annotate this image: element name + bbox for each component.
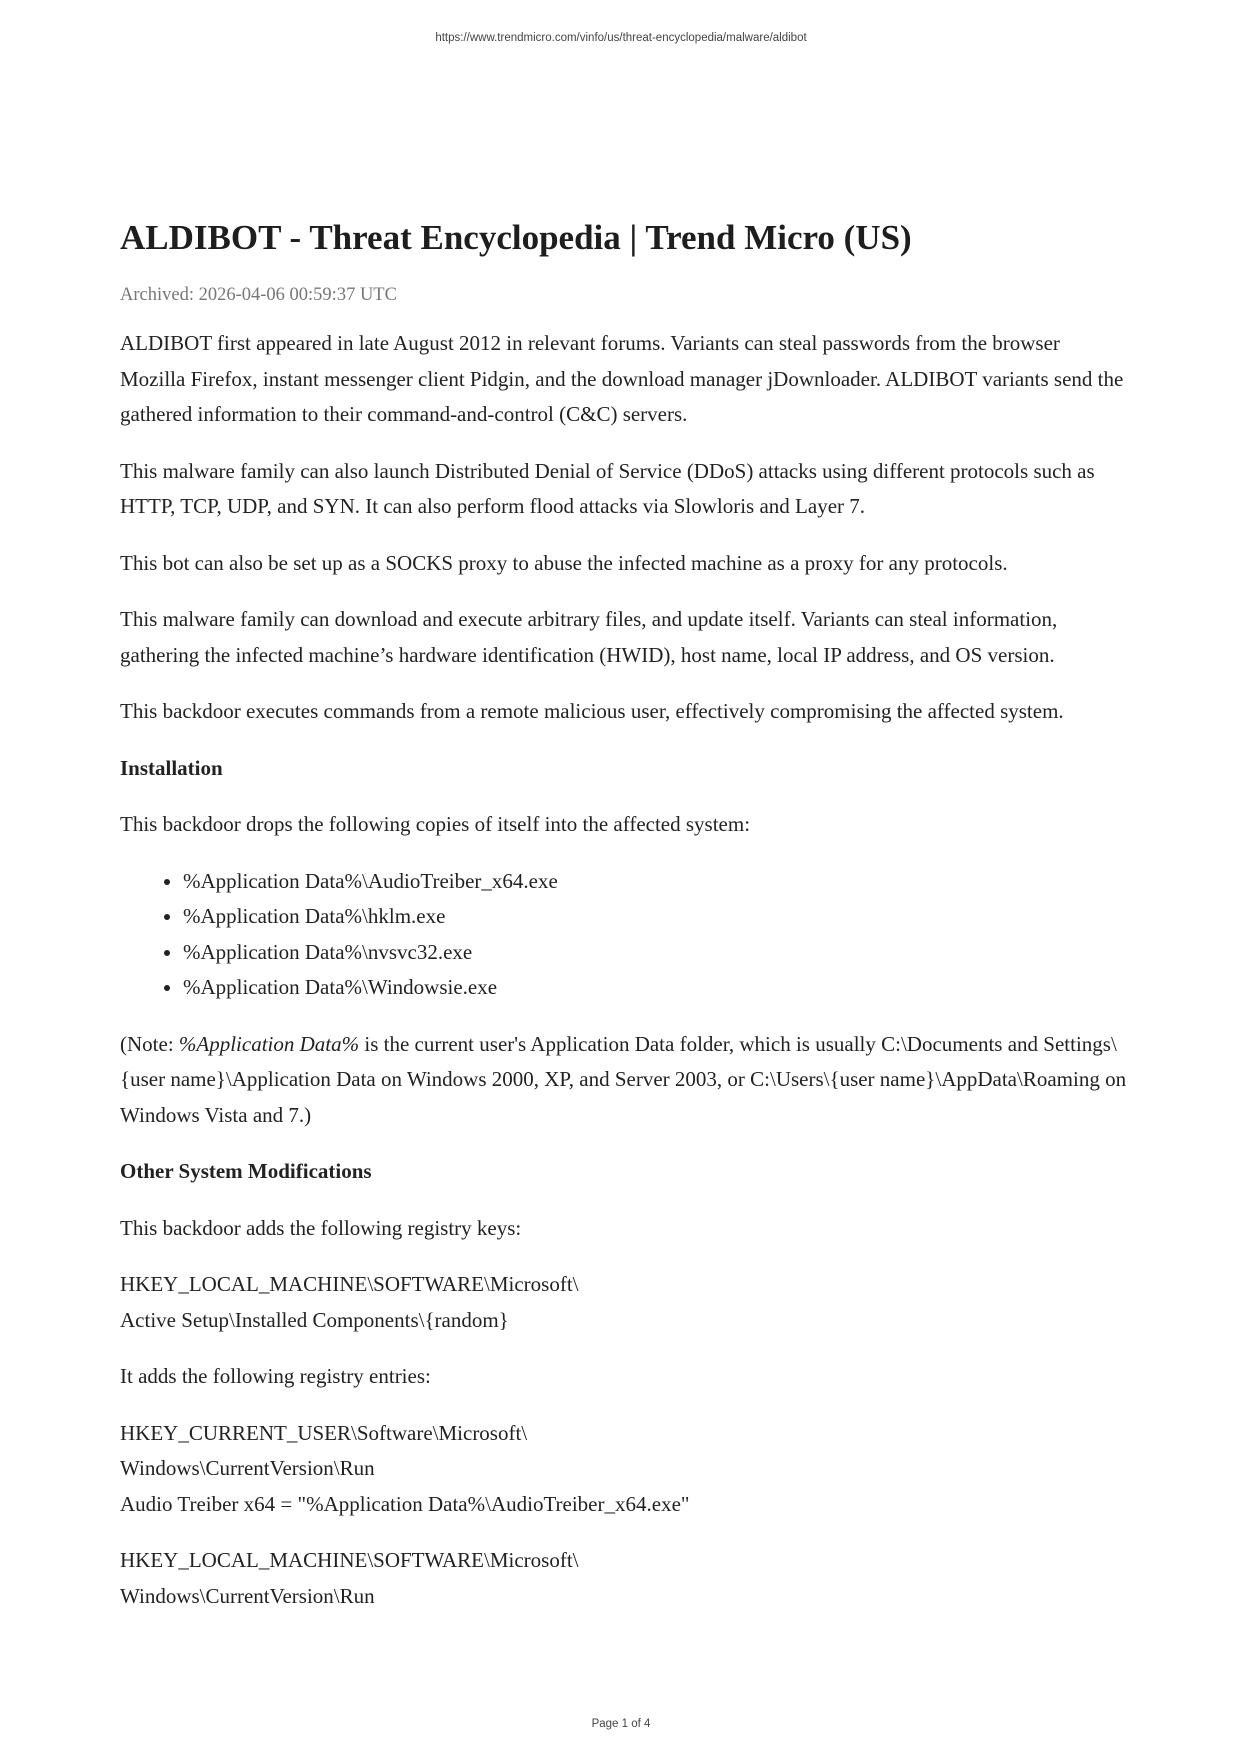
page-number-footer: Page 1 of 4: [591, 1718, 651, 1730]
dropped-files-list: [120, 864, 1130, 1006]
note-rest: is the current user's Application Data folder, which is usually C:\Documents and Settings\{user name}\Application Data on Windows 2000, XP, and Server 2003, or C:\Users\{user name}\AppData\Roaming on Windows Vista and 7.): [120, 1031, 1127, 1127]
paragraph-ddos: This malware family can also launch Distributed Denial of Service (DDoS) attacks using different protocols such as HTTP, TCP, UDP, and SYN. It can also perform flood attacks via Slowloris and Layer 7.: [120, 458, 1095, 518]
registry-entries-intro: It adds the following registry entries:: [120, 1364, 431, 1388]
paragraph-socks: This bot can also be set up as a SOCKS proxy to abuse the infected machine as a proxy for any protocols.: [120, 550, 1008, 575]
registry-key-block: [120, 1267, 1130, 1338]
registry-entry-block: [120, 1543, 1130, 1614]
registry-key-line: HKEY_LOCAL_MACHINE\SOFTWARE\Microsoft\: [120, 1272, 579, 1296]
registry-entry-line: Audio Treiber x64 = "%Application Data%\AudioTreiber_x64.exe": [120, 1491, 690, 1516]
list-item: • %Application Data%\Windowsie.exe: [183, 970, 1130, 1006]
note-prefix: (Note:: [120, 1031, 179, 1056]
registry-entry-line: Windows\CurrentVersion\Run: [120, 1456, 375, 1480]
list-item: • %Application Data%\hklm.exe: [183, 899, 1130, 935]
registry-entry-line: HKEY_CURRENT_USER\Software\Microsoft\: [120, 1420, 528, 1445]
installation-intro: This backdoor drops the following copies of itself into the affected system:: [120, 812, 751, 836]
paragraph-overview: ALDIBOT first appeared in late August 2012 in relevant forums. Variants can steal passwords from the browser Mozilla Firefox, instant messenger client Pidgin, and the download manager jDownloader. ALDIBOT variants send the gathered information to their command-and-control (C&C) servers.: [120, 331, 1124, 426]
archived-timestamp: Archived: 2026-04-06 00:59:37 UTC: [120, 285, 397, 305]
page-title: ALDIBOT - Threat Encyclopedia | Trend Micro (US): [120, 218, 912, 257]
paragraph-download: This malware family can download and execute arbitrary files, and update itself. Variants can steal information, gathering the infected machine’s hardware identification (HWID), host name, local IP address, and OS version.: [120, 607, 1058, 667]
registry-entry-block: [120, 1416, 1130, 1523]
registry-keys-intro: This backdoor adds the following registry keys:: [120, 1215, 522, 1240]
list-item: • %Application Data%\nvsvc32.exe: [183, 935, 1130, 971]
section-heading-installation: Installation: [120, 755, 223, 780]
section-heading-modifications: Other System Modifications: [120, 1159, 372, 1183]
note-term: %Application Data%: [178, 1031, 360, 1056]
installation-note: [120, 1027, 1130, 1134]
registry-entry-line: HKEY_LOCAL_MACHINE\SOFTWARE\Microsoft\: [120, 1548, 579, 1572]
registry-key-line: Active Setup\Installed Components\{random}: [120, 1307, 509, 1332]
article-content: [120, 208, 1130, 1614]
paragraph-backdoor: This backdoor executes commands from a remote malicious user, effectively compromising the affected system.: [120, 699, 1064, 723]
page-url-header: https://www.trendmicro.com/vinfo/us/threat-encyclopedia/malware/aldibot: [435, 32, 807, 44]
list-item: • %Application Data%\AudioTreiber_x64.exe: [183, 864, 1130, 900]
registry-entry-line: Windows\CurrentVersion\Run: [120, 1583, 375, 1608]
